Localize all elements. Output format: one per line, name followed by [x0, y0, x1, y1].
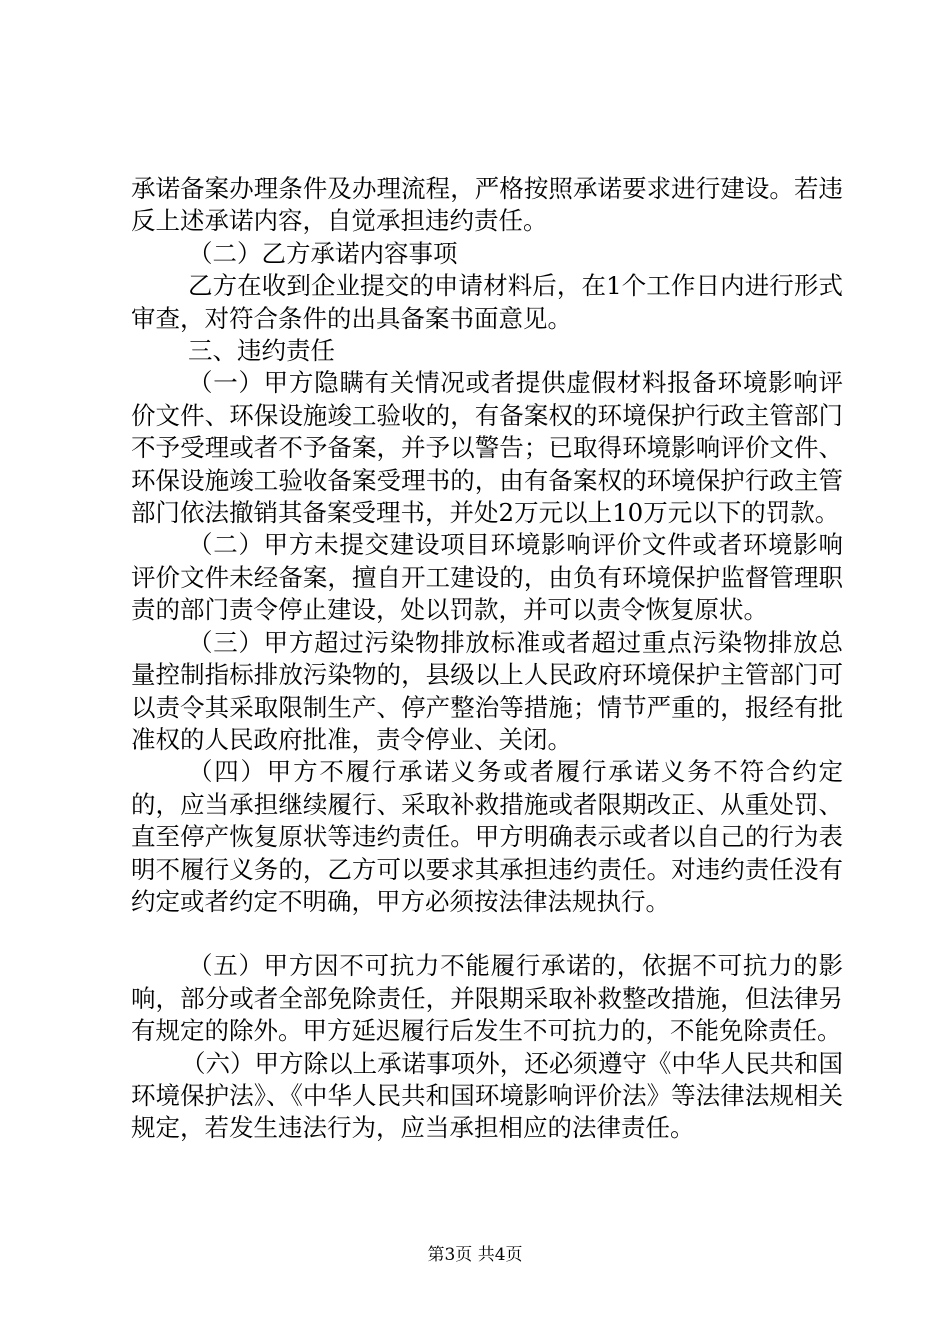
heading-party-b-commitments: （二）乙方承诺内容事项 [188, 238, 458, 268]
document-body [131, 173, 843, 1145]
paragraph-breach-6: （六）甲方除以上承诺事项外，还必须遵守《中华人民共和国环境保护法》、《中华人民共和国环境影响评价法》等法律法规相关规定，若发生违法行为，应当承担相应的法律责任。 [131, 1048, 843, 1143]
paragraph-breach-1: （一）甲方隐瞒有关情况或者提供虚假材料报备环境影响评价文件、环保设施竣工验收的，有备案权的环境保护行政主管部门不予受理或者不予备案，并予以警告；已取得环境影响评价文件、环保设施竣工验收备案受理书的，由有备案权的环境保护行政主管部门依法撤销其备案受理书，并处2万元以上10万元以下的罚款。 [131, 368, 843, 528]
paragraph-breach-4: （四）甲方不履行承诺义务或者履行承诺义务不符合约定的，应当承担继续履行、采取补救措施或者限期改正、从重处罚、直至停产恢复原状等违约责任。甲方明确表示或者以自己的行为表明不履行义务的，乙方可以要求其承担违约责任。对违约责任没有约定或者约定不明确，甲方必须按法律法规执行。 [131, 757, 843, 916]
paragraph-continuation: 承诺备案办理条件及办理流程，严格按照承诺要求进行建设。若违反上述承诺内容，自觉承担违约责任。 [131, 174, 843, 236]
heading-breach-liability: 三、违约责任 [188, 336, 335, 366]
page-footer: 第3页 共4页 [427, 1245, 523, 1265]
paragraph-party-b-review: 乙方在收到企业提交的申请材料后，在1个工作日内进行形式审查，对符合条件的出具备案书面意见。 [131, 271, 843, 333]
paragraph-gap [131, 918, 843, 950]
paragraph-breach-3: （三）甲方超过污染物排放标准或者超过重点污染物排放总量控制指标排放污染物的，县级以上人民政府环境保护主管部门可以责令其采取限制生产、停产整治等措施；情节严重的，报经有批准权的人民政府批准，责令停业、关闭。 [131, 627, 843, 754]
paragraph-breach-2: （二）甲方未提交建设项目环境影响评价文件或者环境影响评价文件未经备案，擅自开工建设的，由负有环境保护监督管理职责的部门责令停止建设，处以罚款，并可以责令恢复原状。 [131, 530, 843, 625]
paragraph-breach-5: （五）甲方因不可抗力不能履行承诺的，依据不可抗力的影响，部分或者全部免除责任，并限期采取补救整改措施，但法律另有规定的除外。甲方延迟履行后发生不可抗力的，不能免除责任。 [131, 951, 843, 1046]
